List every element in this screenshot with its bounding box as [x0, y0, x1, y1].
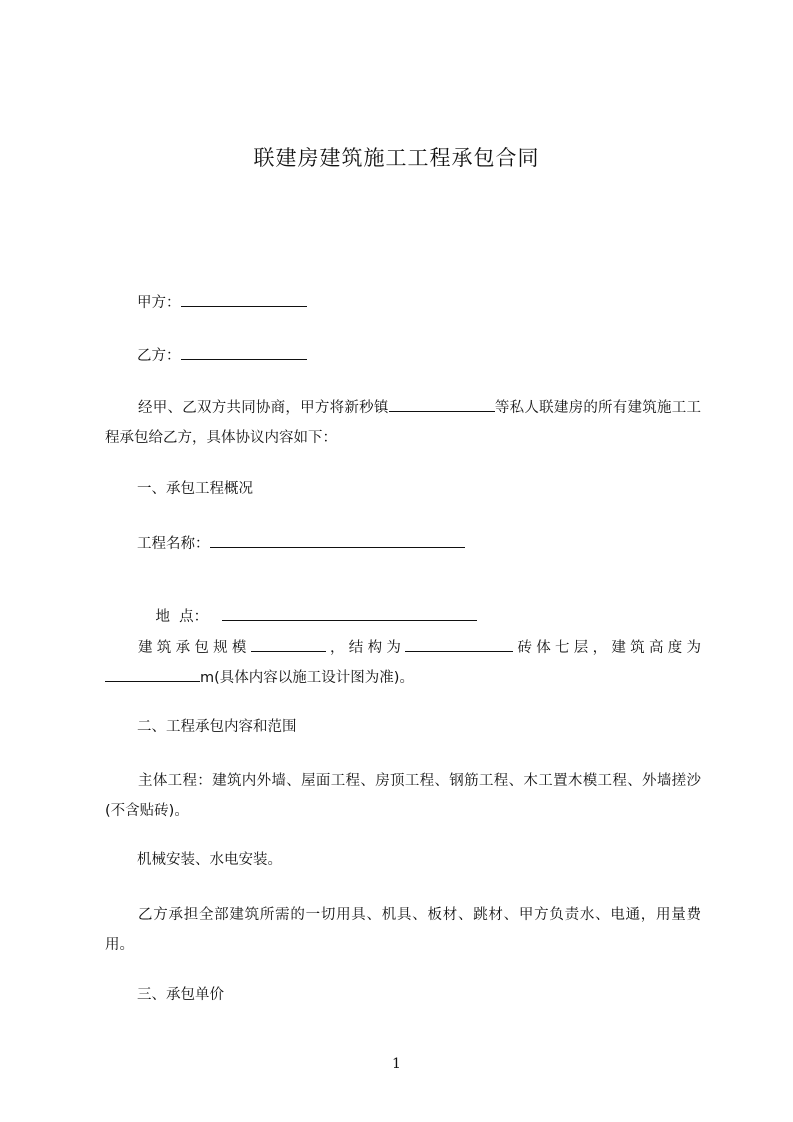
section-3-heading: 三、承包单价	[137, 987, 224, 1003]
scale-text-part1: 建筑承包规模	[138, 640, 251, 656]
project-name-label: 工程名称：	[137, 536, 210, 552]
party-b-label: 乙方：	[137, 348, 181, 364]
intro-text-part1: 经甲、乙双方共同协商，甲方将新秒镇	[138, 400, 389, 416]
party-a-line	[137, 291, 307, 313]
scale-blank	[251, 636, 326, 652]
section-2-heading: 二、工程承包内容和范围	[137, 719, 297, 735]
party-b-duty-paragraph: 乙方承担全部建筑所需的一切用具、机具、板材、跳材、甲方负责水、电通，用量费用。	[105, 907, 701, 953]
scale-text-part2: ，结构为	[325, 640, 406, 656]
project-name-line	[137, 532, 465, 554]
main-works-paragraph: 主体工程：建筑内外墙、屋面工程、房顶工程、钢筋工程、木工置木模工程、外墙搓沙(不含贴砖)。	[105, 773, 701, 819]
party-b-blank	[181, 344, 307, 360]
project-name-blank	[210, 532, 465, 548]
party-b-line	[137, 344, 307, 366]
location-label: 地 点：	[155, 609, 209, 625]
party-a-blank	[181, 291, 307, 307]
document-title: 联建房建筑施工工程承包合同	[253, 146, 540, 170]
page-number: 1	[392, 1056, 401, 1072]
scale-text-part4: m(具体内容以施工设计图为准)。	[200, 670, 414, 686]
structure-blank	[405, 636, 513, 652]
party-a-label: 甲方：	[137, 295, 181, 311]
intro-text-part2: 等私人联建房的所有建筑施工工程承包给乙方，具体协议内容如下：	[105, 400, 702, 446]
intro-paragraph	[105, 393, 701, 453]
height-blank	[105, 666, 200, 682]
installation-line: 机械安装、水电安装。	[137, 852, 282, 868]
scale-paragraph	[105, 633, 701, 693]
town-blank	[389, 396, 495, 412]
scale-text-part3: 砖体七层，建筑高度为	[513, 640, 702, 656]
section-1-heading: 一、承包工程概况	[137, 481, 253, 497]
location-blank	[222, 605, 477, 621]
